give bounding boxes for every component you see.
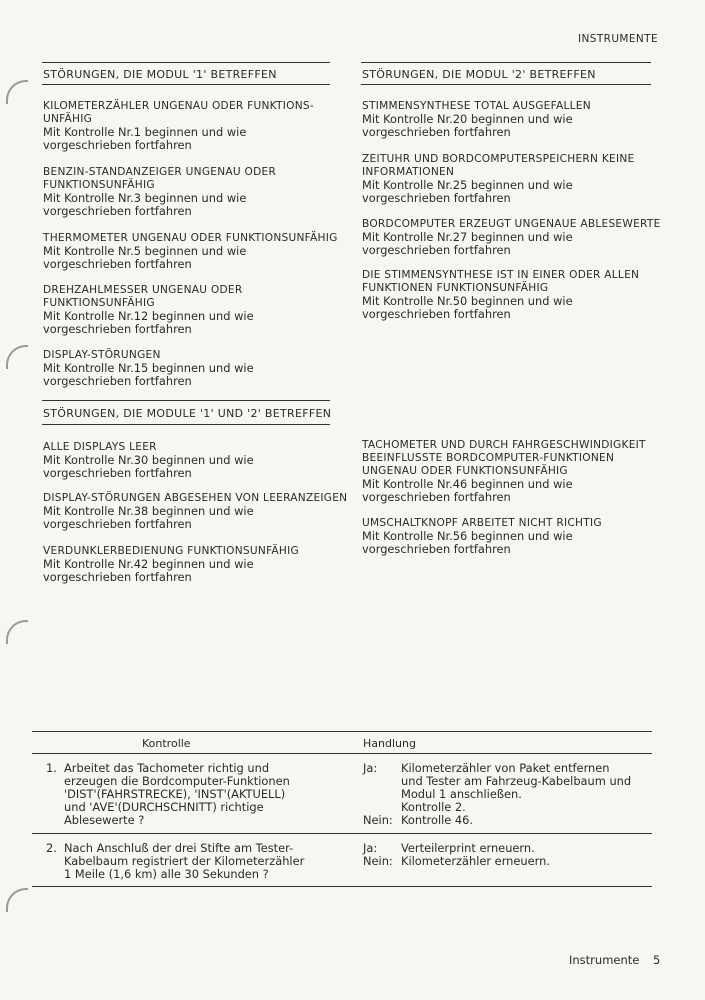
fault-title: DREHZAHLMESSER UNGENAU ODER	[43, 284, 243, 296]
divider	[42, 84, 330, 85]
question-line: Arbeitet das Tachometer richtig und	[64, 761, 270, 775]
punch-hole	[6, 888, 28, 912]
fault-instruction: Mit Kontrolle Nr.46 beginnen und wie	[362, 477, 573, 491]
question-line: erzeugen die Bordcomputer-Funktionen	[64, 774, 290, 788]
action-line: Kilometerzähler erneuern.	[401, 854, 550, 868]
fault-title: FUNKTIONEN FUNKTIONSUNFÄHIG	[362, 282, 549, 294]
table-top-rule	[32, 731, 652, 732]
fault-title: FUNKTIONSUNFÄHIG	[43, 297, 155, 309]
fault-instruction: Mit Kontrolle Nr.25 beginnen und wie	[362, 178, 573, 192]
divider	[42, 424, 330, 425]
fault-instruction: Mit Kontrolle Nr.5 beginnen und wie	[43, 244, 247, 258]
fault-title: DIE STIMMENSYNTHESE IST IN EINER ODER ALLEN	[362, 269, 640, 281]
fault-title: ALLE DISPLAYS LEER	[43, 441, 157, 453]
table-bottom-rule	[32, 886, 652, 887]
test-question	[64, 762, 290, 827]
fault-item	[43, 545, 299, 584]
column-header-kontrolle: Kontrolle	[142, 737, 191, 750]
fault-item	[43, 100, 314, 152]
fault-item	[43, 441, 254, 480]
fault-title: FUNKTIONSUNFÄHIG	[43, 179, 155, 191]
divider	[361, 84, 651, 85]
fault-title: BORDCOMPUTER ERZEUGT UNGENAUE ABLESEWERTE	[362, 218, 661, 230]
punch-hole	[6, 620, 28, 644]
fault-item	[43, 232, 338, 271]
fault-instruction: vorgeschrieben fortfahren	[362, 125, 511, 139]
divider	[361, 62, 651, 63]
page-header-title: INSTRUMENTE	[578, 33, 659, 45]
fault-item	[362, 439, 646, 504]
table-row-rule	[32, 833, 652, 834]
question-line: Kabelbaum registriert der Kilometerzähler	[64, 854, 305, 868]
action-label-nein: Nein:	[363, 854, 393, 868]
fault-instruction: Mit Kontrolle Nr.3 beginnen und wie	[43, 191, 247, 205]
fault-item	[362, 517, 602, 556]
table-row-number: 2.	[46, 841, 57, 855]
section-heading-modul1: STÖRUNGEN, DIE MODUL '1' BETREFFEN	[43, 68, 277, 81]
fault-instruction: vorgeschrieben fortfahren	[43, 322, 192, 336]
fault-instruction: vorgeschrieben fortfahren	[43, 570, 192, 584]
question-line: Ablesewerte ?	[64, 813, 145, 827]
question-line: 1 Meile (1,6 km) alle 30 Sekunden ?	[64, 867, 269, 881]
action-line: und Tester am Fahrzeug-Kabelbaum und	[401, 774, 632, 788]
fault-instruction: vorgeschrieben fortfahren	[362, 191, 511, 205]
divider	[42, 62, 330, 63]
divider	[42, 400, 330, 401]
action-label-ja: Ja:	[363, 841, 378, 855]
fault-instruction: Mit Kontrolle Nr.20 beginnen und wie	[362, 112, 573, 126]
question-line: und 'AVE'(DURCHSCHNITT) richtige	[64, 800, 264, 814]
punch-hole	[6, 345, 28, 369]
fault-instruction: Mit Kontrolle Nr.1 beginnen und wie	[43, 125, 247, 139]
table-row-number: 1.	[46, 761, 57, 775]
test-actions	[363, 762, 631, 827]
fault-item	[43, 349, 254, 388]
fault-item	[362, 218, 661, 257]
action-label-nein: Nein:	[363, 813, 393, 827]
section-heading-modul12: STÖRUNGEN, DIE MODULE '1' UND '2' BETREFFEN	[43, 407, 332, 420]
fault-instruction: vorgeschrieben fortfahren	[43, 466, 192, 480]
fault-instruction: vorgeschrieben fortfahren	[43, 517, 192, 531]
fault-instruction: vorgeschrieben fortfahren	[362, 307, 511, 321]
fault-title: UNGENAU ODER FUNKTIONSUNFÄHIG	[362, 465, 568, 477]
action-line: Kontrolle 2.	[401, 800, 466, 814]
fault-title: DISPLAY-STÖRUNGEN ABGESEHEN VON LEERANZEIGEN	[43, 492, 348, 504]
fault-instruction: vorgeschrieben fortfahren	[43, 374, 192, 388]
fault-instruction: vorgeschrieben fortfahren	[362, 542, 511, 556]
footer-section: Instrumente	[569, 953, 640, 967]
fault-instruction: Mit Kontrolle Nr.27 beginnen und wie	[362, 230, 573, 244]
punch-hole	[6, 80, 28, 104]
action-label-ja: Ja:	[363, 761, 378, 775]
fault-instruction: Mit Kontrolle Nr.50 beginnen und wie	[362, 294, 573, 308]
fault-item	[43, 284, 254, 336]
fault-instruction: Mit Kontrolle Nr.42 beginnen und wie	[43, 557, 254, 571]
column-header-handlung: Handlung	[363, 737, 416, 750]
fault-instruction: vorgeschrieben fortfahren	[362, 490, 511, 504]
fault-title: INFORMATIONEN	[362, 166, 455, 178]
question-line: 'DIST'(FAHRSTRECKE), 'INST'(AKTUELL)	[64, 787, 286, 801]
fault-instruction: Mit Kontrolle Nr.15 beginnen und wie	[43, 361, 254, 375]
fault-instruction: vorgeschrieben fortfahren	[43, 138, 192, 152]
fault-title: STIMMENSYNTHESE TOTAL AUSGEFALLEN	[362, 100, 591, 112]
fault-instruction: vorgeschrieben fortfahren	[43, 257, 192, 271]
action-line: Kilometerzähler von Paket entfernen	[401, 761, 610, 775]
fault-instruction: vorgeschrieben fortfahren	[43, 204, 192, 218]
fault-title: TACHOMETER UND DURCH FAHRGESCHWINDIGKEIT	[362, 439, 646, 451]
fault-instruction: vorgeschrieben fortfahren	[362, 243, 511, 257]
action-line: Kontrolle 46.	[401, 813, 474, 827]
action-line: Modul 1 anschließen.	[401, 787, 522, 801]
table-header-rule	[32, 753, 652, 754]
fault-item	[362, 269, 639, 321]
fault-instruction: Mit Kontrolle Nr.12 beginnen und wie	[43, 309, 254, 323]
fault-title: THERMOMETER UNGENAU ODER FUNKTIONSUNFÄHIG	[43, 232, 338, 244]
fault-item	[362, 153, 634, 205]
fault-instruction: Mit Kontrolle Nr.56 beginnen und wie	[362, 529, 573, 543]
fault-title: UMSCHALTKNOPF ARBEITET NICHT RICHTIG	[362, 517, 602, 529]
fault-title: BEEINFLUSSTE BORDCOMPUTER-FUNKTIONEN	[362, 452, 615, 464]
fault-title: BENZIN-STANDANZEIGER UNGENAU ODER	[43, 166, 277, 178]
fault-instruction: Mit Kontrolle Nr.30 beginnen und wie	[43, 453, 254, 467]
action-line: Verteilerprint erneuern.	[401, 841, 535, 855]
test-actions	[363, 842, 550, 868]
fault-title: ZEITUHR UND BORDCOMPUTERSPEICHERN KEINE	[362, 153, 635, 165]
fault-item	[43, 166, 276, 218]
fault-item	[362, 100, 591, 139]
fault-title: UNFÄHIG	[43, 113, 93, 125]
question-line: Nach Anschluß der drei Stifte am Tester-	[64, 841, 294, 855]
fault-instruction: Mit Kontrolle Nr.38 beginnen und wie	[43, 504, 254, 518]
page-number: 5	[653, 953, 661, 967]
fault-title: KILOMETERZÄHLER UNGENAU ODER FUNKTIONS-	[43, 100, 314, 112]
test-question	[64, 842, 304, 881]
section-heading-modul2: STÖRUNGEN, DIE MODUL '2' BETREFFEN	[362, 68, 596, 81]
fault-item	[43, 492, 347, 531]
fault-title: DISPLAY-STÖRUNGEN	[43, 349, 161, 361]
fault-title: VERDUNKLERBEDIENUNG FUNKTIONSUNFÄHIG	[43, 545, 299, 557]
